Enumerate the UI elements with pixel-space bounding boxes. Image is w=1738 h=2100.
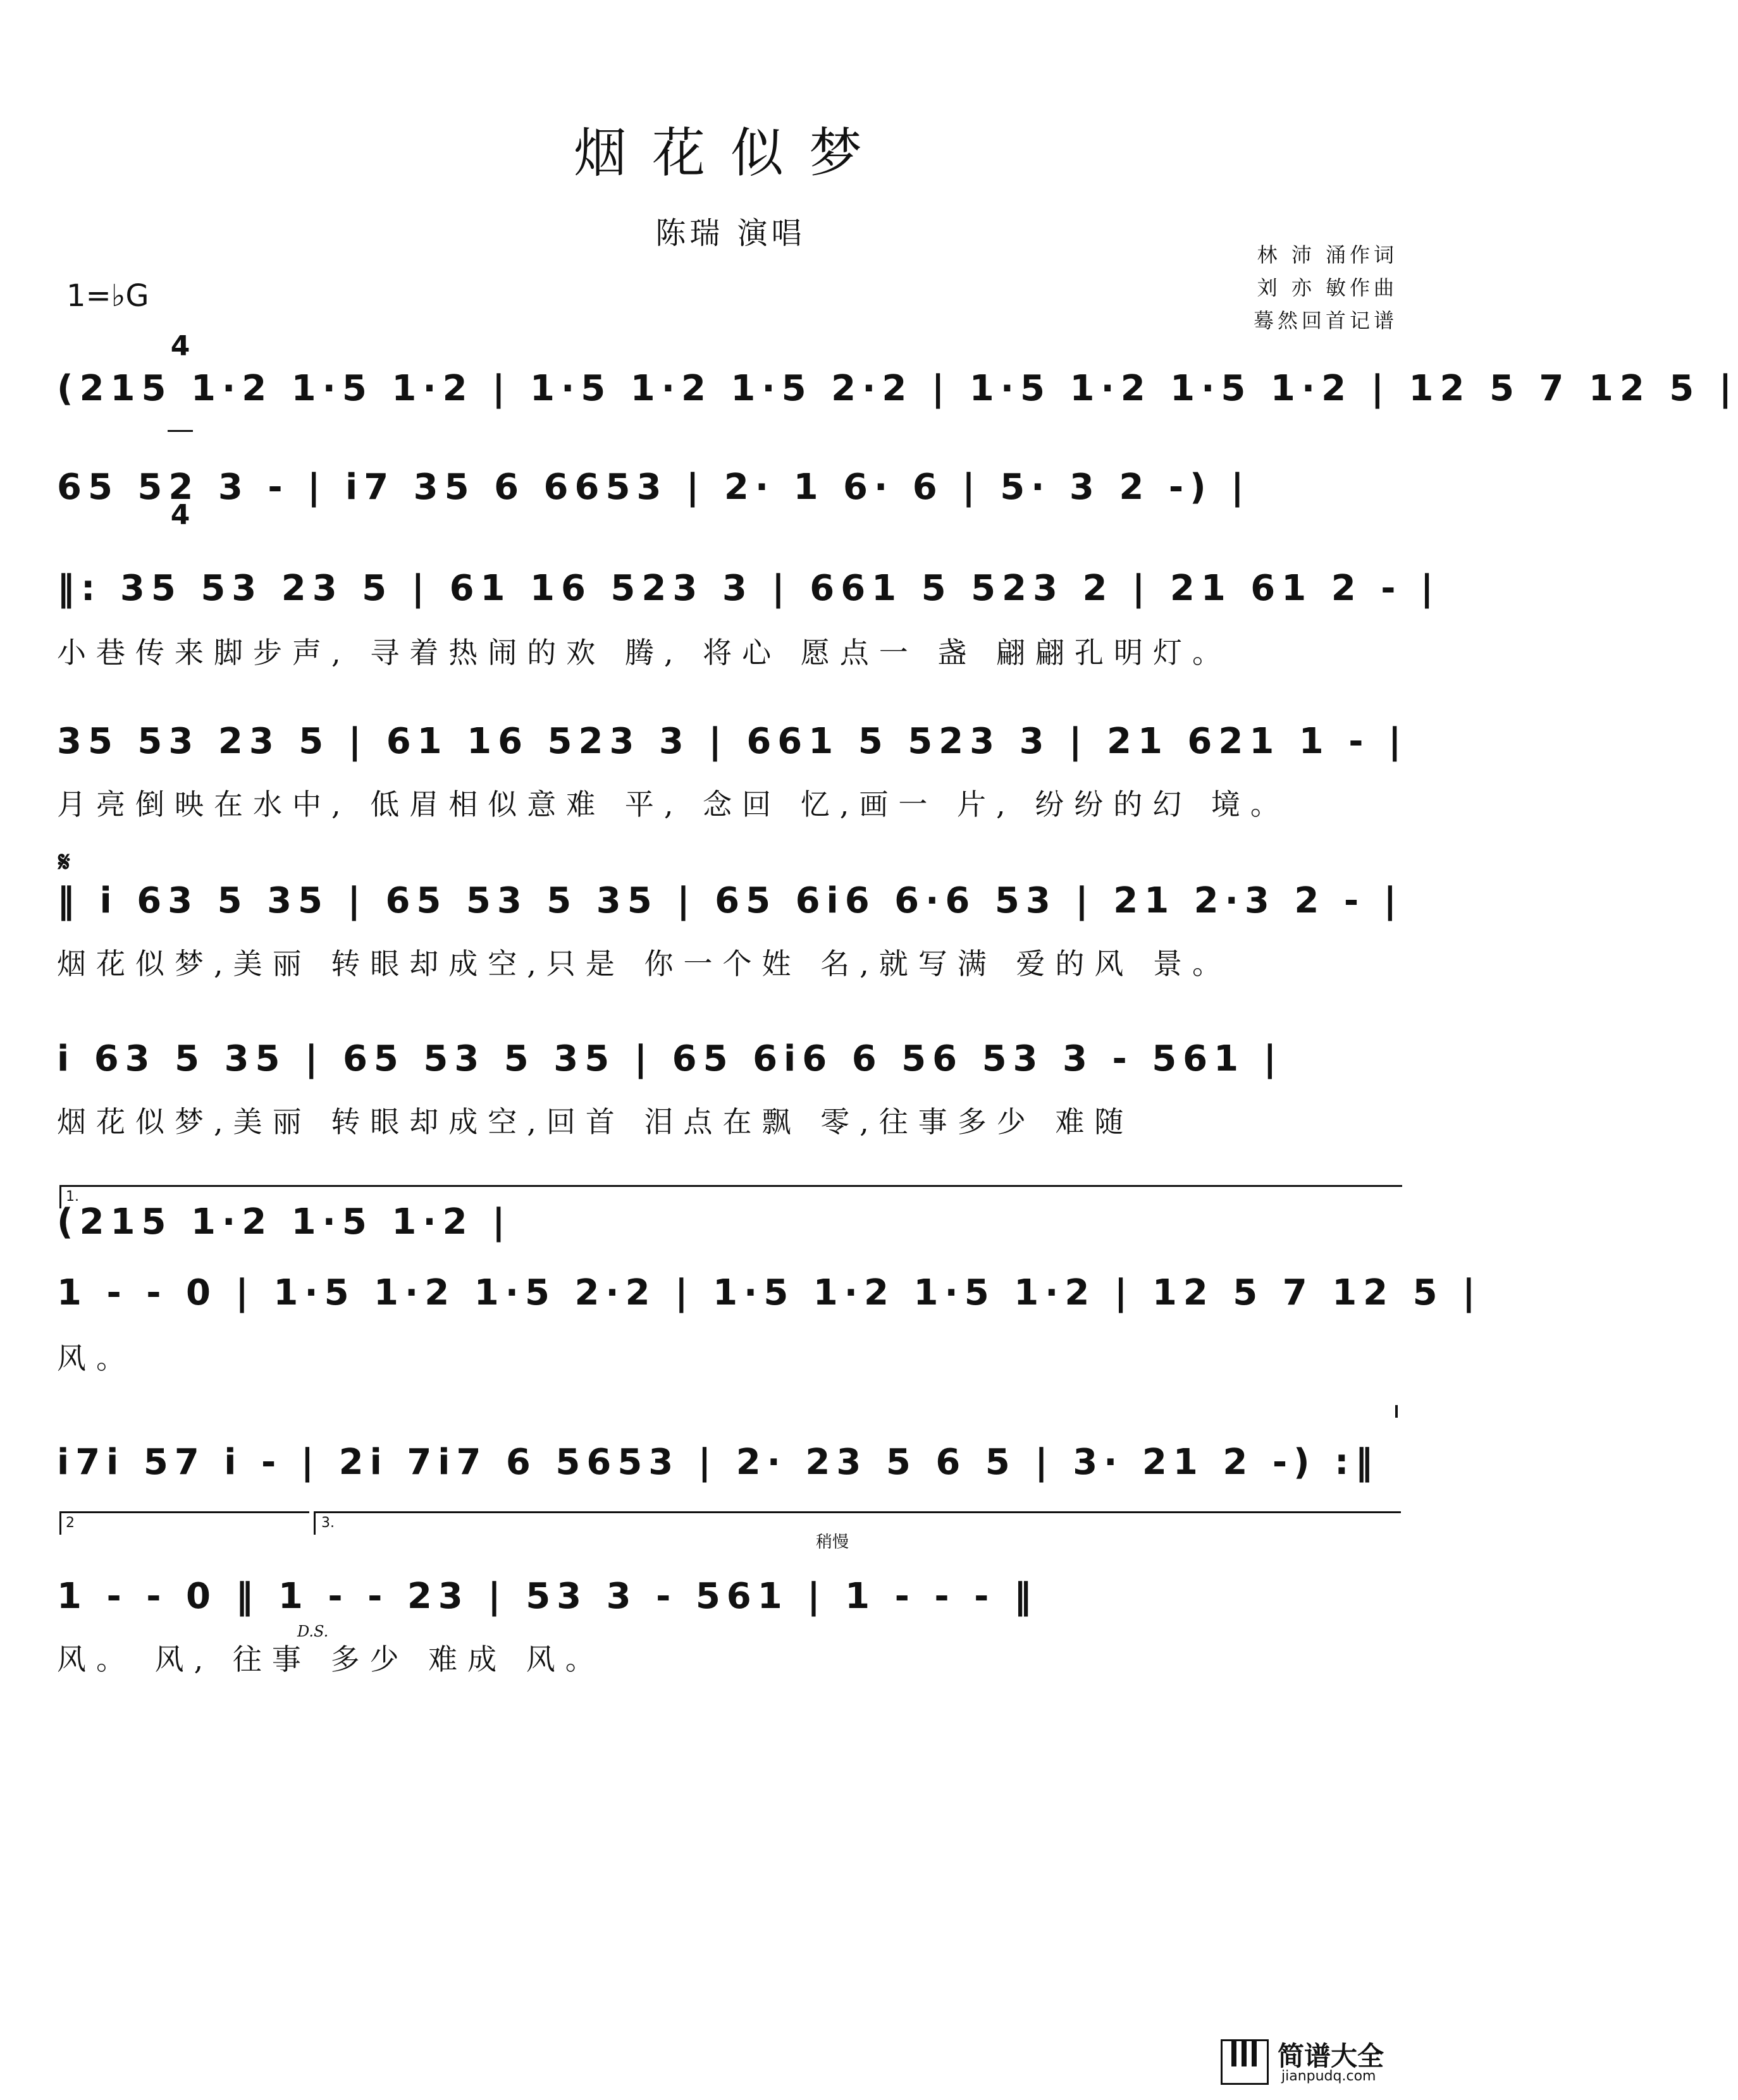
score-line-8: i7i 57 i - | 2i 7i7 6 5653 | 2· 23 5 6 5 | 3· 21 2 -) :‖ (57, 1442, 1379, 1483)
piano-keys-icon (1221, 2039, 1269, 2085)
watermark-site-name: 简谱大全 (1278, 2041, 1384, 2072)
watermark-url: jianpudq.com (1281, 2068, 1376, 2084)
song-title: 烟花似梦 (573, 122, 887, 184)
lyrics-line-9: 风。 风, 往事 多少 难成 风。 (57, 1642, 605, 1676)
volta-3-label: 3. (321, 1515, 335, 1531)
lyricist-credit: 林 沛 涌作词 (1257, 243, 1398, 267)
lyrics-line-3: 小巷传来脚步声, 寻着热闹的欢 腾, 将心 愿点一 盏 翩翩孔明灯。 (57, 636, 1231, 670)
segno-sign: 𝄋 (58, 846, 70, 878)
volta-1-notes: (215 1·2 1·5 1·2 | (57, 1201, 512, 1243)
score-line-7: 1 - - 0 | 1·5 1·2 1·5 2·2 | 1·5 1·2 1·5 1·2 | 12 5 7 12 5 | (57, 1272, 1482, 1313)
score-line-1: (215 1·2 1·5 1·2 | 1·5 1·2 1·5 2·2 | 1·5 1·2 1·5 1·2 | 12 5 7 12 5 | (57, 368, 1738, 409)
lyrics-line-5: 烟花似梦,美丽 转眼却成空,只是 你一个姓 名,就写满 爱的风 景。 (57, 947, 1231, 981)
singer-credit: 陈瑞 演唱 (655, 216, 806, 251)
lyrics-line-6: 烟花似梦,美丽 转眼却成空,回首 泪点在飘 零,往事多少 难随 (57, 1105, 1134, 1139)
score-line-9: 1 - - 0 ‖ 1 - - 23 | 53 3 - 561 | 1 - - - ‖ (57, 1576, 1038, 1617)
time-signature-bottom: 4 (170, 499, 190, 531)
site-watermark (1221, 2036, 1436, 2086)
composer-credit: 刘 亦 敏作曲 (1257, 276, 1398, 300)
volta-2-label: 2 (66, 1515, 75, 1531)
transcriber-credit: 蓦然回首记谱 (1253, 309, 1398, 333)
lyrics-line-4: 月亮倒映在水中, 低眉相似意难 平, 念回 忆,画一 片, 纷纷的幻 境。 (57, 787, 1290, 821)
score-line-2: 65 52 3 - | i7 35 6 6653 | 2· 1 6· 6 | 5· 3 2 -) | (57, 467, 1250, 508)
volta-end-tick (1395, 1405, 1398, 1418)
lyrics-line-7: 风。 (57, 1341, 135, 1375)
score-line-4: 35 53 23 5 | 61 16 523 3 | 661 5 523 3 | 21 621 1 - | (57, 721, 1408, 762)
score-line-3: ‖: 35 53 23 5 | 61 16 523 3 | 661 5 523 2 | 21 61 2 - | (57, 568, 1440, 609)
time-signature-top: 4 (170, 330, 190, 362)
time-signature (168, 264, 193, 565)
tempo-mark: 稍慢 (816, 1533, 849, 1552)
key-signature: 1=♭G (66, 278, 149, 314)
volta-1-label: 1. (66, 1189, 79, 1205)
volta-3-bracket (314, 1511, 1401, 1535)
score-line-5: ‖ i 63 5 35 | 65 53 5 35 | 65 6i6 6·6 53 | 21 2·3 2 - | (57, 880, 1403, 921)
ds-marking: D.S. (297, 1623, 329, 1640)
time-signature-divider (168, 430, 193, 432)
volta-2-bracket (59, 1511, 309, 1535)
score-line-6: i 63 5 35 | 65 53 5 35 | 65 6i6 6 56 53 3 - 561 | (57, 1038, 1283, 1079)
